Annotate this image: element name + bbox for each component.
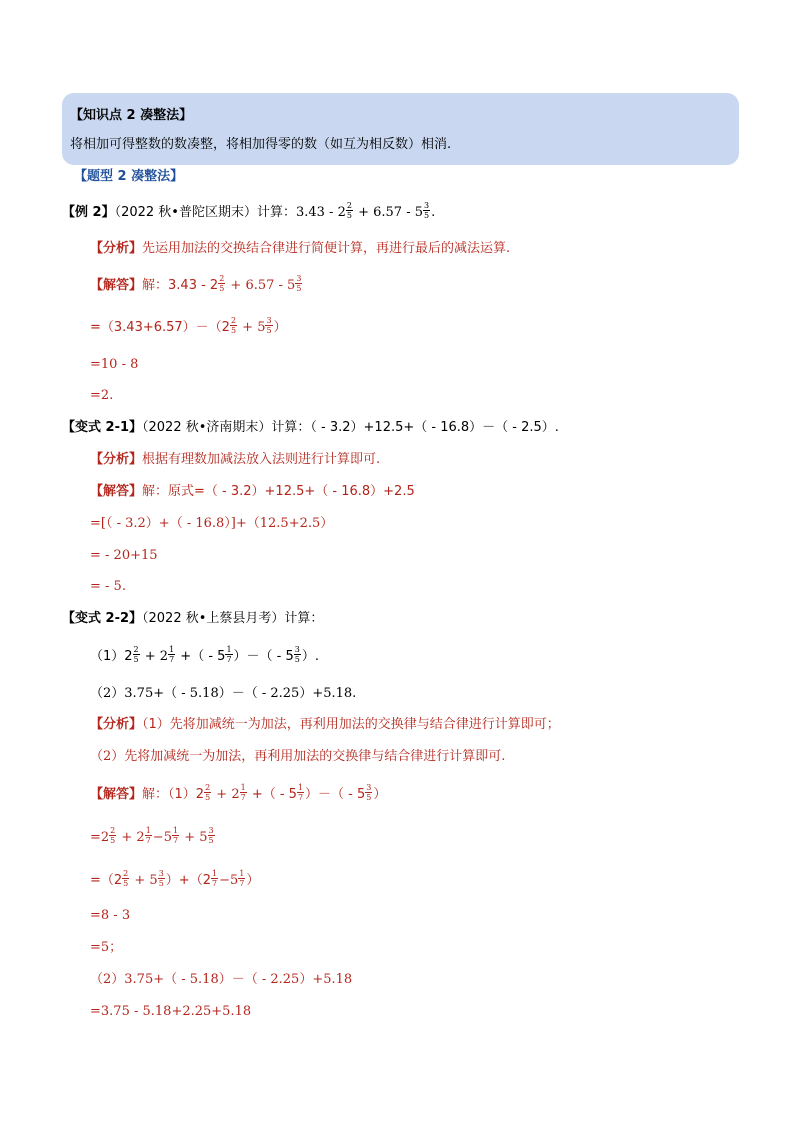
variant-2-2-step-2: =（2 $\frac{2}{5}$ + 5 $\frac{3}{5}$ ）+（2 $\frac{1}{7}$ −5 $\frac{1}{7}$ ） — [90, 869, 260, 888]
fraction: $\frac{3}{5}$ — [266, 316, 272, 335]
knowledge-body: 将相加可得整数的数凑整，将相加得零的数（如互为相反数）相消. — [70, 137, 452, 152]
variant-2-1-question: 【变式 2-1】（2022 秋•济南期末）计算：（ - 3.2）+12.5+（ - 16.8）－（ - 2.5）. — [62, 420, 559, 435]
fraction: $\frac{3}{5}$ — [366, 783, 372, 802]
fraction: $\frac{2}{5}$ — [230, 316, 237, 335]
variant-2-1-step-1: =[（ - 3.2）+（ - 16.8）]+（12.5+2.5） — [90, 516, 334, 531]
fraction: $\frac{1}{7}$ — [239, 869, 245, 888]
variant-2-2-answer: 【解答】解：（1）2 $\frac{2}{5}$ + 2 $\frac{1}{7}$ +（ - 5 $\frac{1}{7}$ ）－（ - 5 $\frac{3}{5}$ ） — [90, 783, 387, 802]
fraction: $\frac{2}{5}$ — [346, 201, 352, 220]
fraction: $\frac{3}{5}$ — [296, 274, 302, 293]
fraction: $\frac{1}{7}$ — [172, 826, 179, 845]
example-2-analysis: 【分析】先运用加法的交换结合律进行简便计算，再进行最后的减法运算. — [90, 241, 511, 256]
example-2-step-3: =2. — [90, 388, 114, 403]
example-2-answer: 【解答】解：3.43 - 2 $\frac{2}{5}$ + 6.57 - 5 $\frac{3}{5}$ — [90, 274, 302, 293]
variant-2-1-step-3: = - 5. — [90, 579, 126, 594]
type-title: 【题型 2 凑整法】 — [74, 169, 184, 184]
variant-2-2-part-2-step-1: =3.75 - 5.18+2.25+5.18 — [90, 1004, 252, 1019]
fraction: $\frac{3}{5}$ — [158, 869, 164, 888]
variant-2-2-analysis-2: （2）先将加减统一为加法，再利用加法的交换律与结合律进行计算即可. — [90, 749, 506, 764]
variant-2-2-part-2: （2）3.75+（ - 5.18）－（ - 2.25）+5.18. — [90, 686, 357, 701]
fraction: $\frac{1}{7}$ — [297, 783, 304, 802]
fraction: $\frac{3}{5}$ — [208, 826, 214, 845]
fraction: $\frac{1}{7}$ — [169, 645, 175, 664]
example-2-step-1: =（3.43+6.57）－（2 $\frac{2}{5}$ + 5 $\frac{3}{5}$ ） — [90, 316, 287, 335]
fraction: $\frac{1}{7}$ — [240, 783, 246, 802]
fraction: $\frac{2}{5}$ — [110, 826, 116, 845]
fraction: $\frac{3}{5}$ — [423, 201, 430, 220]
example-2-step-2: =10 - 8 — [90, 357, 139, 372]
fraction: $\frac{2}{5}$ — [205, 783, 211, 802]
knowledge-title: 【知识点 2 凑整法】 — [70, 108, 193, 123]
knowledge-box — [62, 93, 739, 165]
fraction: $\frac{1}{7}$ — [145, 826, 151, 845]
fraction: $\frac{3}{5}$ — [294, 645, 300, 664]
fraction: $\frac{2}{5}$ — [123, 869, 129, 888]
variant-2-2-step-1: =2 $\frac{2}{5}$ + 2 $\frac{1}{7}$ −5 $\frac{1}{7}$ + 5 $\frac{3}{5}$ — [90, 826, 214, 845]
fraction: $\frac{2}{5}$ — [219, 274, 225, 293]
variant-2-2-step-4: =5； — [90, 940, 123, 955]
fraction: $\frac{2}{5}$ — [133, 645, 139, 664]
fraction: $\frac{1}{7}$ — [226, 645, 232, 664]
variant-2-2-part-1: （1）2 $\frac{2}{5}$ + 2 $\frac{1}{7}$ +（ - 5 $\frac{1}{7}$ ）－（ - 5 $\frac{3}{5}$ ）. — [90, 645, 319, 664]
variant-2-2-step-3: =8 - 3 — [90, 908, 131, 923]
variant-2-1-answer: 【解答】解：原式=（ - 3.2）+12.5+（ - 16.8）+2.5 — [90, 484, 415, 499]
variant-2-2-question: 【变式 2-2】（2022 秋•上蔡县月考）计算： — [62, 611, 324, 626]
fraction: $\frac{1}{7}$ — [211, 869, 218, 888]
variant-2-1-step-2: = - 20+15 — [90, 548, 158, 563]
variant-2-1-analysis: 【分析】根据有理数加减法放入法则进行计算即可. — [90, 452, 381, 467]
variant-2-2-analysis-1: 【分析】（1）先将加减统一为加法，再利用加法的交换律与结合律进行计算即可； — [90, 717, 560, 732]
variant-2-2-part-2-answer: （2）3.75+（ - 5.18）－（ - 2.25）+5.18 — [90, 972, 353, 987]
example-2-question: 【例 2】（2022 秋•普陀区期末）计算：3.43 - 2 $\frac{2}{5}$ + 6.57 - 5 $\frac{3}{5}$ . — [62, 201, 436, 220]
